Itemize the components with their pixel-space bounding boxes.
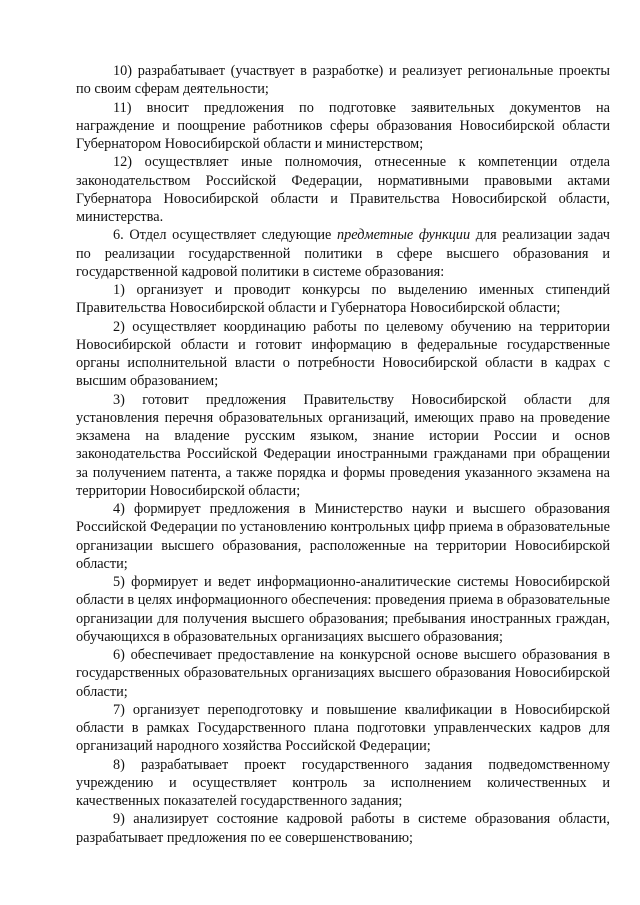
section-6-paragraph — [76, 226, 610, 281]
function-item-8: 8) разрабатывает проект государственного задания подведомственному учреждению и осуществляет контроль за исполнением количественных и качественных показателей государственного задания; — [76, 756, 610, 809]
paragraph-item-12: 12) осуществляет иные полномочия, отнесенные к компетенции отдела законодательством Российской Федерации, нормативными правовыми актами Губернатора Новосибирской области и Правительства Новосибирской области, министерства. — [76, 154, 610, 225]
function-item-6: 6) обеспечивает предоставление на конкурсной основе высшего образования в государственных образовательных организациях высшего образования Новосибирской области; — [76, 647, 610, 700]
function-item-7: 7) организует переподготовку и повышение квалификации в Новосибирской области в рамках Государственного плана подготовки управленческих кадров для организаций народного хозяйства Российской Федерации; — [76, 701, 610, 755]
function-item-2: 2) осуществляет координацию работы по целевому обучению на территории Новосибирской области и готовит информацию в федеральные государственные органы исполнительной власти о потребности Новосибирской области в кадрах с высшим образованием; — [76, 318, 610, 390]
function-item-3: 3) готовит предложения Правительству Новосибирской области для установления перечня образовательных организаций, имеющих право на проведение экзамена на владение русским языком, знание истории России и основ законодательства Российской Федерации иностранными гражданами при обращении за получением патента, а также порядка и формы проведения указанного экзамена на территории Новосибирской области; — [76, 391, 610, 499]
section-6-lead: 6. Отдел осуществляет следующие — [113, 227, 337, 244]
paragraph-item-11: 11) вносит предложения по подготовке заявительных документов на награждение и поощрение работников сферы образования Новосибирской области Губернатором Новосибирской области и министерством; — [76, 99, 610, 152]
function-item-5: 5) формирует и ведет информационно-аналитические системы Новосибирской области в целях информационного обеспечения: проведения приема в образовательные организации для получения высшего образования; пребывания иностранных граждан, обучающихся в образовательных организациях высшего образования; — [76, 574, 610, 645]
function-item-4: 4) формирует предложения в Министерство науки и высшего образования Российской Федерации по установлению контрольных цифр приема в образовательные организации высшего образования, расположенные на территории Новосибирской области; — [76, 501, 610, 572]
paragraph-item-10: 10) разрабатывает (участвует в разработке) и реализует региональные проекты по своим сферам деятельности; — [76, 63, 610, 98]
function-item-1: 1) организует и проводит конкурсы по выделению именных стипендий Правительства Новосибирской области и Губернатора Новосибирской области; — [76, 282, 610, 317]
document-page — [76, 62, 610, 847]
function-item-9: 9) анализирует состояние кадровой работы в системе образования области, разрабатывает предложения по ее совершенствованию; — [76, 811, 610, 846]
section-6-tail: для реализации задач по реализации государственной политики в сфере высшего образования и государственной кадровой политики в системе образования: — [76, 227, 610, 280]
section-6-emphasis: предметные функции — [337, 227, 471, 244]
